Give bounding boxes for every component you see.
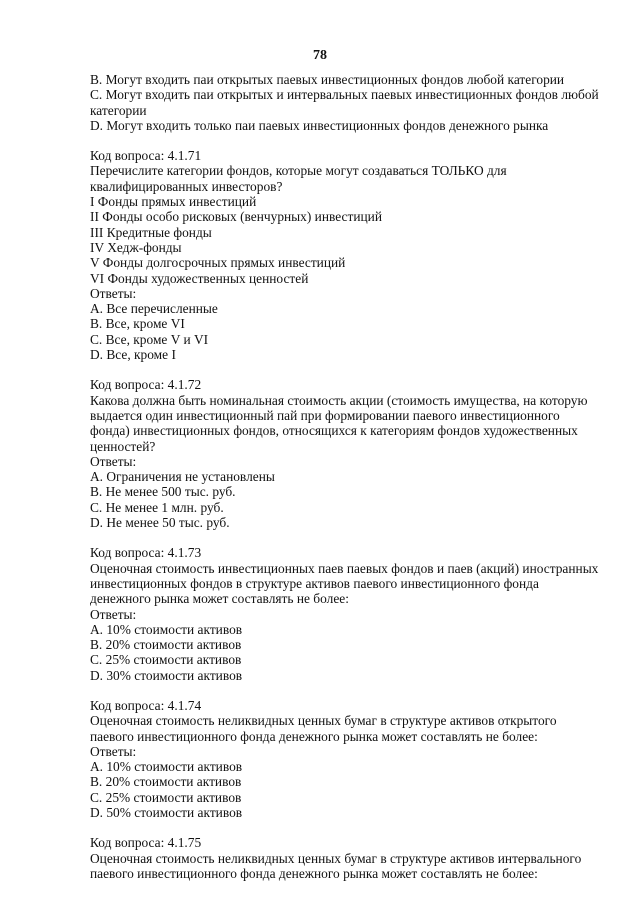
answer-option-d: D. Не менее 50 тыс. руб. [90, 515, 230, 531]
question-text: Оценочная стоимость неликвидных ценных бумаг в структуре активов открытого паевого инвестиционного фонда денежного рынка может составлять не более: [90, 713, 557, 744]
answers-label: Ответы: [90, 606, 137, 622]
question-text: Перечислите категории фондов, которые могут создаваться ТОЛЬКО для квалифицированных инвесторов? [90, 163, 507, 194]
answer-option-a: A. 10% стоимости активов [90, 621, 243, 637]
list-item: IV Хедж-фонды [90, 239, 182, 255]
answer-option-d: D. 50% стоимости активов [90, 805, 243, 821]
question-code: Код вопроса: 4.1.75 [90, 835, 202, 851]
page-content [90, 72, 600, 881]
list-item: V Фонды долгосрочных прямых инвестиций [90, 255, 346, 271]
question-code: Код вопроса: 4.1.71 [90, 148, 202, 164]
question-code: Код вопроса: 4.1.72 [90, 377, 202, 393]
question-text: Оценочная стоимость неликвидных ценных бумаг в структуре активов интервального паевого инвестиционного фонда денежного рынка может составлять не более: [90, 850, 582, 881]
answer-option-c: C. Могут входить паи открытых и интервальных паевых инвестиционных фондов любой категории [90, 87, 599, 118]
list-item: I Фонды прямых инвестиций [90, 194, 257, 210]
question-4-1-75 [90, 835, 600, 881]
answer-option-c: C. Не менее 1 млн. руб. [90, 499, 224, 515]
question-4-1-72 [90, 377, 600, 530]
list-item: VI Фонды художественных ценностей [90, 270, 309, 286]
answer-option-b: B. 20% стоимости активов [90, 637, 242, 653]
question-text: Оценочная стоимость инвестиционных паев паевых фондов и паев (акций) иностранных инвестиционных фондов в структуре активов паевого инвестиционного фонда денежного рынка может составлять не более: [90, 560, 599, 607]
question-4-1-73 [90, 545, 600, 683]
answer-option-d: D. Могут входить только паи паевых инвестиционных фондов денежного рынка [90, 117, 549, 133]
question-4-1-74 [90, 698, 600, 820]
answers-label: Ответы: [90, 453, 137, 469]
question-text: Какова должна быть номинальная стоимость акции (стоимость имущества, на которую выдается один инвестиционный пай при формировании паевого инвестиционного фонда) инвестиционных фондов, относящихся к категориям фондов художественных ценностей? [90, 392, 588, 454]
answers-label: Ответы: [90, 743, 137, 759]
answers-label: Ответы: [90, 285, 137, 301]
list-item: III Кредитные фонды [90, 224, 212, 240]
question-code: Код вопроса: 4.1.73 [90, 545, 202, 561]
answer-option-b: B. Все, кроме VI [90, 316, 185, 332]
answer-option-c: C. Все, кроме V и VI [90, 331, 209, 347]
answer-option-b: B. Могут входить паи открытых паевых инвестиционных фондов любой категории [90, 72, 565, 87]
page-number: 78 [313, 48, 327, 63]
answer-option-a: A. Все перечисленные [90, 301, 218, 317]
answer-option-b: B. Не менее 500 тыс. руб. [90, 484, 236, 500]
answer-option-d: D. Все, кроме I [90, 347, 176, 363]
question-4-1-71 [90, 148, 600, 362]
answer-option-d: D. 30% стоимости активов [90, 667, 243, 683]
previous-question-answers [90, 72, 600, 133]
question-code: Код вопроса: 4.1.74 [90, 697, 202, 713]
answer-option-c: C. 25% стоимости активов [90, 652, 242, 668]
answer-option-a: A. 10% стоимости активов [90, 759, 243, 775]
answer-option-c: C. 25% стоимости активов [90, 789, 242, 805]
list-item: II Фонды особо рисковых (венчурных) инвестиций [90, 209, 382, 225]
answer-option-a: A. Ограничения не установлены [90, 469, 275, 485]
answer-option-b: B. 20% стоимости активов [90, 774, 242, 790]
